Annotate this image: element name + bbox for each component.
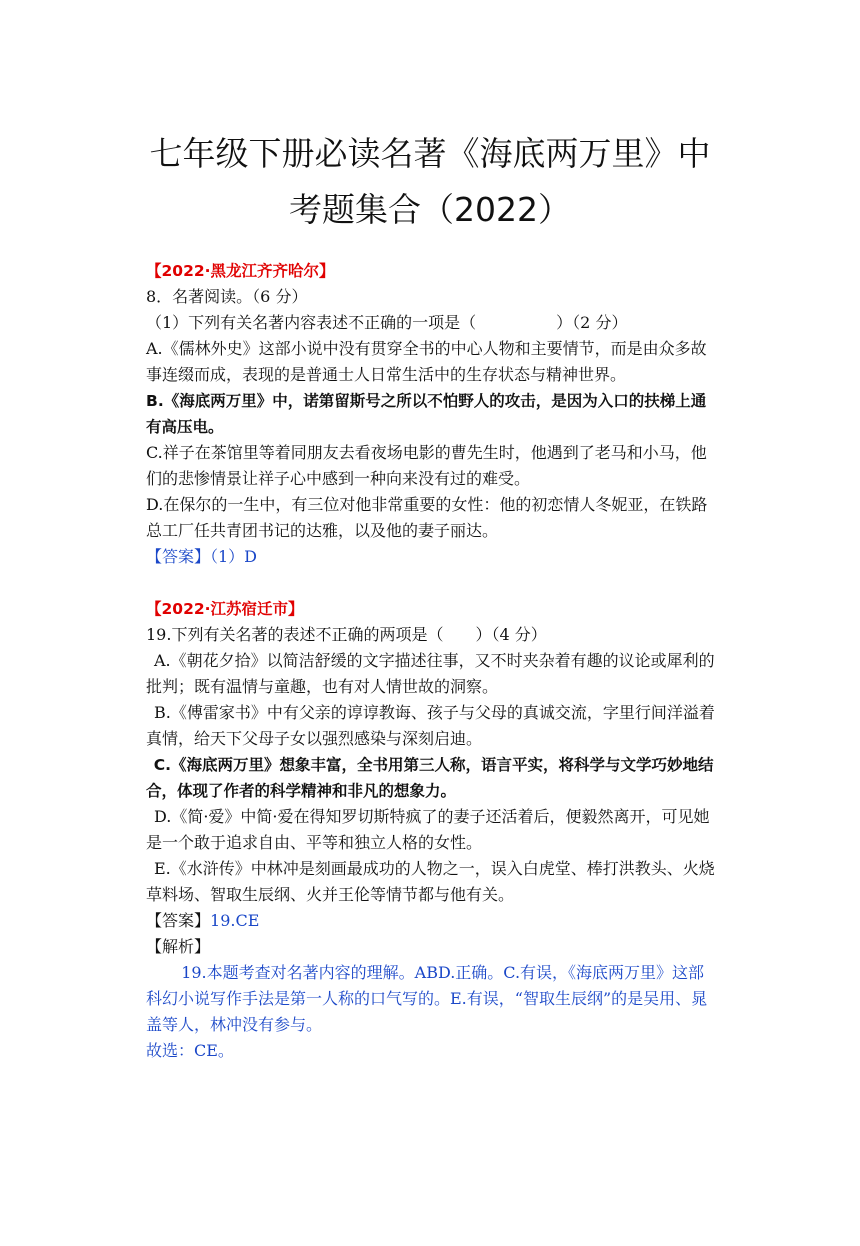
document-body <box>146 258 716 1064</box>
option-b: B.《海底两万里》中，诺第留斯号之所以不怕野人的攻击，是因为入口的扶梯上通有高压电。 <box>146 392 707 436</box>
question-8: 8．名著阅读。（6 分） <box>146 287 308 306</box>
source-tag-suqian: 【2022·江苏宿迁市】 <box>146 600 304 618</box>
option-b: B.《傅雷家书》中有父亲的谆谆教诲、孩子与父母的真诚交流，字里行间洋溢着真情，给天下父母子女以强烈感染与深刻启迪。 <box>146 703 715 748</box>
option-c: C.祥子在茶馆里等着同朋友去看夜场电影的曹先生时，他遇到了老马和小马，他们的悲惨情景让祥子心中感到一种向来没有过的难受。 <box>146 443 707 488</box>
answer-8: 【答案】（1）D <box>146 547 258 566</box>
source-tag-heilongjiang: 【2022·黑龙江齐齐哈尔】 <box>146 262 335 280</box>
option-c: C.《海底两万里》想象丰富，全书用第三人称，语言平实，将科学与文学巧妙地结合，体现了作者的科学精神和非凡的想象力。 <box>146 756 714 800</box>
option-a: A.《儒林外史》这部小说中没有贯穿全书的中心人物和主要情节，而是由众多故事连缀而成，表现的是普通士人日常生活中的生存状态与精神世界。 <box>146 339 707 384</box>
option-a: A.《朝花夕拾》以简洁舒缓的文字描述往事，又不时夹杂着有趣的议论或犀利的批判；既有温情与童趣，也有对人情世故的洞察。 <box>146 651 715 696</box>
answer-label: 【答案】 <box>146 911 211 930</box>
sub-question-1: （1）下列有关名著内容表述不正确的一项是（ ）（2 分） <box>146 313 628 332</box>
option-d: D.在保尔的一生中，有三位对他非常重要的女性：他的初恋情人冬妮亚，在铁路总工厂任共青团书记的达雅，以及他的妻子丽达。 <box>146 495 708 540</box>
analysis-label: 【解析】 <box>146 937 211 956</box>
answer-value: 19.CE <box>210 911 260 930</box>
answer-19 <box>146 908 716 934</box>
question-19: 19.下列有关名著的表述不正确的两项是（ ）（4 分） <box>146 625 547 644</box>
spacer <box>146 570 716 596</box>
option-d: D.《简·爱》中简·爱在得知罗切斯特疯了的妻子还活着后，便毅然离开，可见她是一个敢于追求自由、平等和独立人格的女性。 <box>146 807 710 852</box>
conclusion-text: 故选：CE。 <box>146 1041 234 1060</box>
document-title: 七年级下册必读名著《海底两万里》中考题集合（2022） <box>149 134 711 229</box>
analysis-text: 19.本题考查对名著内容的理解。ABD.正确。C.有误，《海底两万里》这部科幻小说写作手法是第一人称的口气写的。E.有误，“智取生辰纲”的是吴用、晁盖等人，林冲没有参与。 <box>146 963 708 1034</box>
option-e: E.《水浒传》中林冲是刻画最成功的人物之一，误入白虎堂、棒打洪教头、火烧草料场、智取生辰纲、火并王伦等情节都与他有关。 <box>146 859 715 904</box>
